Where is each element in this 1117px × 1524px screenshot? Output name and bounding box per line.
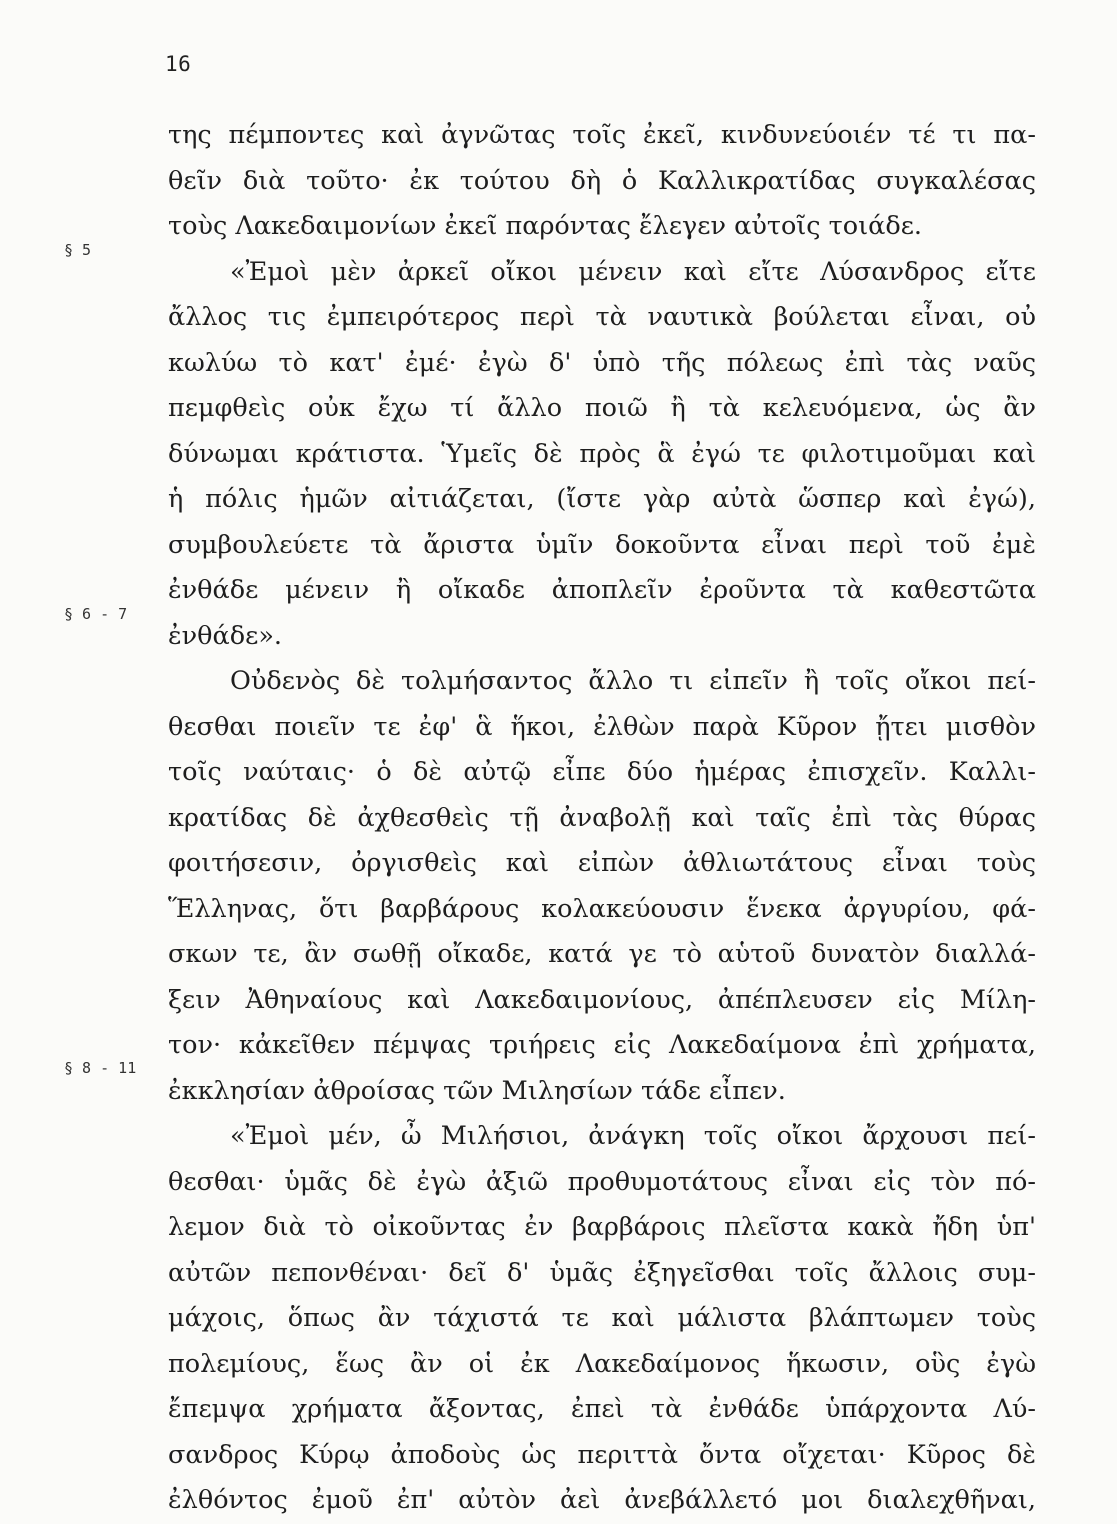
text-line: «Ἐμοὶ μέν, ὦ Μιλήσιοι, ἀνάγκη τοῖς οἴκοι ἄρχουσι πεί- [230, 1121, 1036, 1151]
text-line: σανδρος Κύρῳ ἀποδοὺς ὡς περιττὰ ὄντα οἴχεται· Κῦρος δὲ [168, 1439, 1036, 1470]
text-line: λεμον διὰ τὸ οἰκοῦντας ἐν βαρβάροις πλεῖστα κακὰ ἤδη ὑπ' [168, 1212, 1036, 1242]
text-line: σκων τε, ἂν σωθῇ οἴκαδε, κατά γε τὸ αὑτοῦ δυνατὸν διαλλά- [168, 939, 1036, 969]
text-line: θεσθαι· ὑμᾶς δὲ ἐγὼ ἀξιῶ προθυμοτάτους εἶναι εἰς τὸν πό- [168, 1166, 1036, 1197]
text-line: κωλύω τὸ κατ' ἐμέ· ἐγὼ δ' ὑπὸ τῆς πόλεως ἐπὶ τὰς ναῦς [168, 347, 1036, 378]
text-line: Οὐδενὸς δὲ τολμήσαντος ἄλλο τι εἰπεῖν ἢ τοῖς οἴκοι πεί- [230, 666, 1036, 696]
text-line: ἐνθάδε». [168, 620, 283, 651]
section-ref: § 6 - 7 [64, 605, 128, 623]
text-line: κρατίδας δὲ ἀχθεσθεὶς τῇ ἀναβολῇ καὶ ταῖς ἐπὶ τὰς θύρας [168, 802, 1036, 833]
text-line: ἔπεμψα χρήματα ἄξοντας, ἐπεὶ τὰ ἐνθάδε ὑπάρχοντα Λύ- [168, 1394, 1036, 1424]
text-line: δύνωμαι κράτιστα. Ὑμεῖς δὲ πρὸς ἃ ἐγώ τε φιλοτιμοῦμαι καὶ [168, 438, 1036, 469]
text-line: ἐκκλησίαν ἀθροίσας τῶν Μιλησίων τάδε εἶπεν. [168, 1075, 786, 1106]
text-line: «Ἐμοὶ μὲν ἀρκεῖ οἴκοι μένειν καὶ εἴτε Λύσανδρος εἴτε [230, 256, 1036, 287]
text-line: Ἕλληνας, ὅτι βαρβάρους κολακεύουσιν ἕνεκα ἀργυρίου, φά- [168, 893, 1036, 924]
greek-text-body [168, 113, 1036, 1524]
text-line: της πέμποντες καὶ ἀγνῶτας τοῖς ἐκεῖ, κινδυνεύοιέν τέ τι πα- [168, 120, 1036, 150]
text-line: τον· κἀκεῖθεν πέμψας τριήρεις εἰς Λακεδαίμονα ἐπὶ χρήματα, [168, 1030, 1036, 1060]
text-line: θεσθαι ποιεῖν τε ἐφ' ἃ ἥκοι, ἐλθὼν παρὰ Κῦρον ᾔτει μισθὸν [168, 711, 1036, 742]
page-number: 16 [165, 52, 192, 76]
text-line: ἐνθάδε μένειν ἢ οἴκαδε ἀποπλεῖν ἐροῦντα τὰ καθεστῶτα [168, 575, 1036, 605]
text-line: συμβουλεύετε τὰ ἄριστα ὑμῖν δοκοῦντα εἶναι περὶ τοῦ ἐμὲ [168, 529, 1036, 560]
text-line: ἄλλος τις ἐμπειρότερος περὶ τὰ ναυτικὰ βούλεται εἶναι, οὐ [168, 302, 1036, 332]
section-ref: § 8 - 11 [64, 1059, 137, 1077]
text-line: θεῖν διὰ τοῦτο· ἐκ τούτου δὴ ὁ Καλλικρατίδας συγκαλέσας [168, 165, 1036, 196]
text-line: ἐλθόντος ἐμοῦ ἐπ' αὐτὸν ἀεὶ ἀνεβάλλετό μοι διαλεχθῆναι, [168, 1485, 1036, 1515]
text-line: μάχοις, ὅπως ἂν τάχιστά τε καὶ μάλιστα βλάπτωμεν τοὺς [168, 1303, 1036, 1333]
text-line: πεμφθεὶς οὐκ ἔχω τί ἄλλο ποιῶ ἢ τὰ κελευόμενα, ὡς ἂν [168, 393, 1036, 423]
text-line: πολεμίους, ἕως ἂν οἱ ἐκ Λακεδαίμονος ἥκωσιν, οὓς ἐγὼ [168, 1348, 1036, 1379]
text-line: ἡ πόλις ἡμῶν αἰτιάζεται, (ἴστε γὰρ αὐτὰ ὥσπερ καὶ ἐγώ), [168, 484, 1036, 514]
section-ref: § 5 [64, 241, 92, 259]
text-line: τοὺς Λακεδαιμονίων ἐκεῖ παρόντας ἔλεγεν αὐτοῖς τοιάδε. [168, 211, 923, 241]
text-line: φοιτήσεσιν, ὀργισθεὶς καὶ εἰπὼν ἀθλιωτάτους εἶναι τοὺς [168, 848, 1036, 878]
text-line: ξειν Ἀθηναίους καὶ Λακεδαιμονίους, ἀπέπλευσεν εἰς Μίλη- [168, 984, 1036, 1015]
text-line: αὐτῶν πεπονθέναι· δεῖ δ' ὑμᾶς ἐξηγεῖσθαι τοῖς ἄλλοις συμ- [168, 1257, 1036, 1288]
text-line: τοῖς ναύταις· ὁ δὲ αὐτῷ εἶπε δύο ἡμέρας ἐπισχεῖν. Καλλι- [168, 757, 1036, 787]
